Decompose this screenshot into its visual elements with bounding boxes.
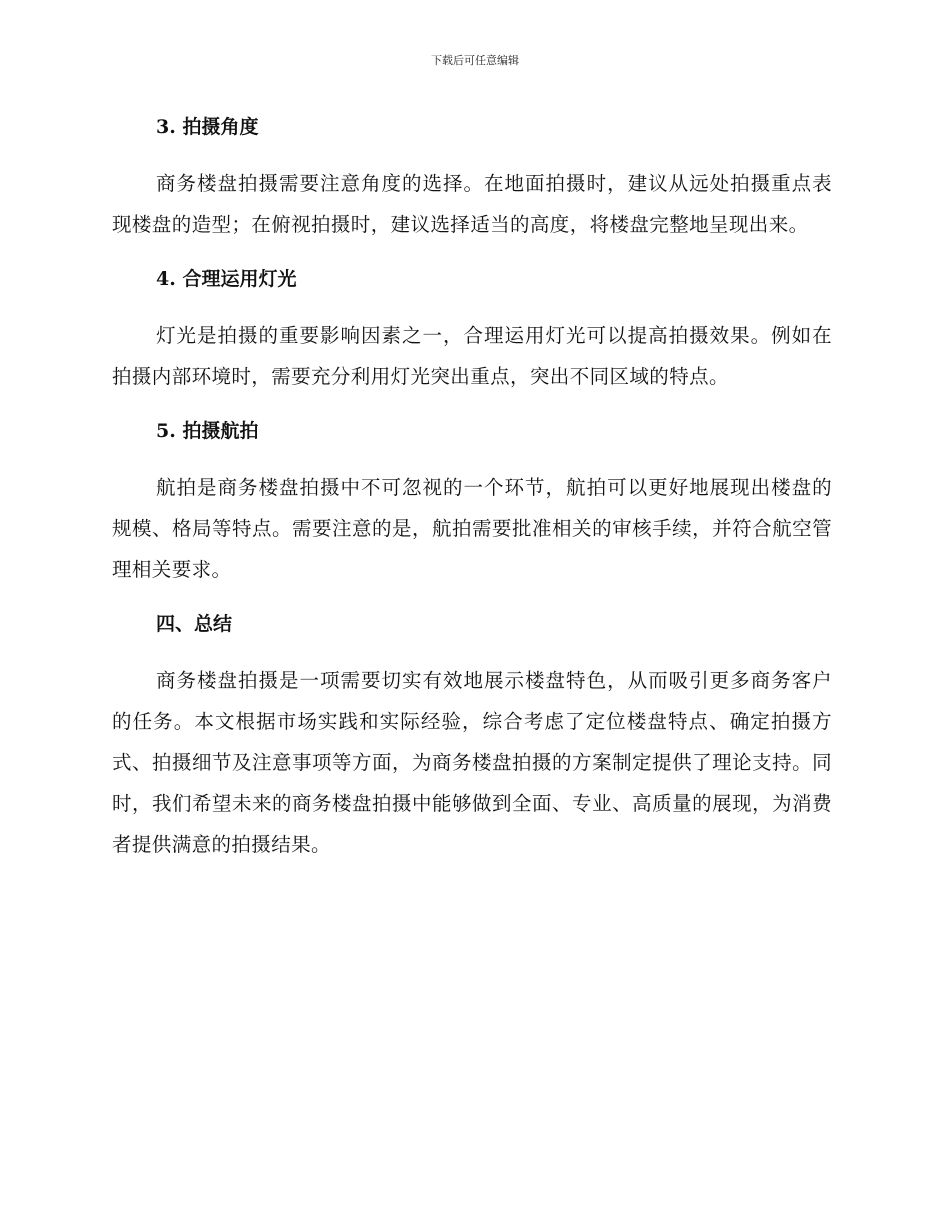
section-heading-summary: 四、总结 (156, 613, 233, 635)
document-body (112, 108, 832, 880)
section-paragraph-aerial: 航拍是商务楼盘拍摄中不可忽视的一个环节，航拍可以更好地展现出楼盘的规模、格局等特点。需要注意的是，航拍需要批准相关的审核手续，并符合航空管理相关要求。 (112, 476, 832, 581)
section-paragraph-shooting-angle: 商务楼盘拍摄需要注意角度的选择。在地面拍摄时，建议从远处拍摄重点表现楼盘的造型；在俯视拍摄时，建议选择适当的高度，将楼盘完整地呈现出来。 (112, 172, 832, 236)
page-header: 下载后可任意编辑 (431, 54, 519, 67)
section-paragraph-lighting: 灯光是拍摄的重要影响因素之一，合理运用灯光可以提高拍摄效果。例如在拍摄内部环境时，需要充分利用灯光突出重点，突出不同区域的特点。 (112, 324, 832, 388)
section-heading-shooting-angle: 3. 拍摄角度 (156, 116, 259, 138)
section-paragraph-summary: 商务楼盘拍摄是一项需要切实有效地展示楼盘特色，从而吸引更多商务客户的任务。本文根据市场实践和实际经验，综合考虑了定位楼盘特点、确定拍摄方式、拍摄细节及注意事项等方面，为商务楼盘拍摄的方案制定提供了理论支持。同时，我们希望未来的商务楼盘拍摄中能够做到全面、专业、高质量的展现，为消费者提供满意的拍摄结果。 (112, 669, 832, 856)
section-heading-lighting: 4. 合理运用灯光 (156, 268, 297, 290)
section-heading-aerial: 5. 拍摄航拍 (156, 420, 259, 442)
